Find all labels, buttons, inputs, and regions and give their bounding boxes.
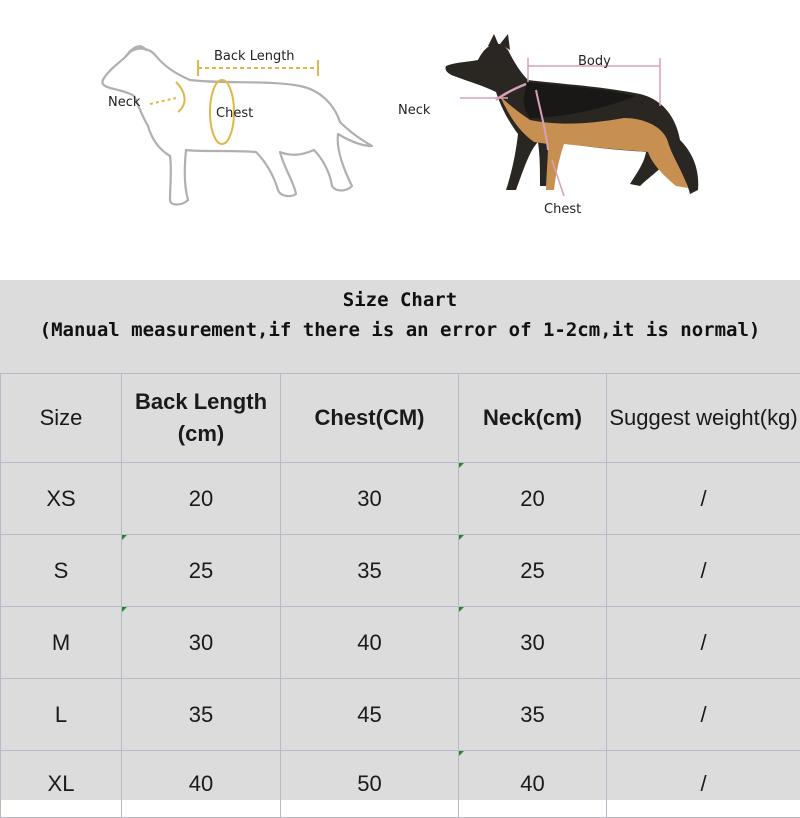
cell-corner-mark	[122, 535, 127, 540]
cell-back-length: 35	[122, 679, 281, 751]
cell-weight: /	[607, 679, 800, 751]
cell-weight: /	[607, 463, 800, 535]
neck-label-right: Neck	[398, 103, 430, 118]
cell-corner-mark	[122, 607, 127, 612]
header-neck: Neck(cm)	[459, 374, 607, 463]
dog-outline-icon	[102, 46, 372, 204]
cell-neck: 30	[459, 607, 607, 679]
cell-chest: 30	[281, 463, 459, 535]
cell-back-length: 40	[122, 751, 281, 818]
dog-diagrams	[0, 0, 800, 280]
cell-size: M	[1, 607, 122, 679]
table-row	[1, 751, 800, 818]
cell-corner-mark	[459, 463, 464, 468]
cell-neck: 35	[459, 679, 607, 751]
table-row	[1, 463, 800, 535]
size-chart	[0, 280, 800, 800]
table-header-row	[1, 374, 800, 463]
cell-back-length: 20	[122, 463, 281, 535]
cell-neck: 25	[459, 535, 607, 607]
cell-back-length: 25	[122, 535, 281, 607]
cell-neck: 40	[459, 751, 607, 818]
cell-size: XL	[1, 751, 122, 818]
cell-neck: 20	[459, 463, 607, 535]
chest-label-right: Chest	[544, 202, 581, 217]
cell-corner-mark	[459, 607, 464, 612]
measurement-illustration	[0, 0, 800, 280]
body-label: Body	[578, 54, 611, 69]
header-back-length: Back Length (cm)	[122, 374, 281, 463]
header-chest: Chest(CM)	[281, 374, 459, 463]
german-shepherd-image	[445, 34, 698, 196]
cell-weight: /	[607, 535, 800, 607]
cell-corner-mark	[459, 535, 464, 540]
size-chart-heading	[0, 280, 800, 373]
cell-weight: /	[607, 607, 800, 679]
cell-size: S	[1, 535, 122, 607]
table-row	[1, 607, 800, 679]
back-length-label: Back Length	[214, 49, 295, 64]
chest-label-left: Chest	[216, 106, 253, 121]
size-table	[0, 373, 800, 818]
neck-label-left: Neck	[108, 95, 140, 110]
cell-size: L	[1, 679, 122, 751]
table-row	[1, 535, 800, 607]
size-chart-subtitle: (Manual measurement,if there is an error of 1-2cm,it is normal)	[0, 315, 800, 345]
cell-back-length: 30	[122, 607, 281, 679]
cell-chest: 45	[281, 679, 459, 751]
cell-chest: 40	[281, 607, 459, 679]
cell-corner-mark	[459, 751, 464, 756]
header-suggest-weight: Suggest weight(kg)	[607, 374, 800, 463]
cell-chest: 35	[281, 535, 459, 607]
cell-weight: /	[607, 751, 800, 818]
size-chart-title: Size Chart	[343, 289, 457, 311]
table-row	[1, 679, 800, 751]
cell-chest: 50	[281, 751, 459, 818]
header-size: Size	[1, 374, 122, 463]
cell-size: XS	[1, 463, 122, 535]
